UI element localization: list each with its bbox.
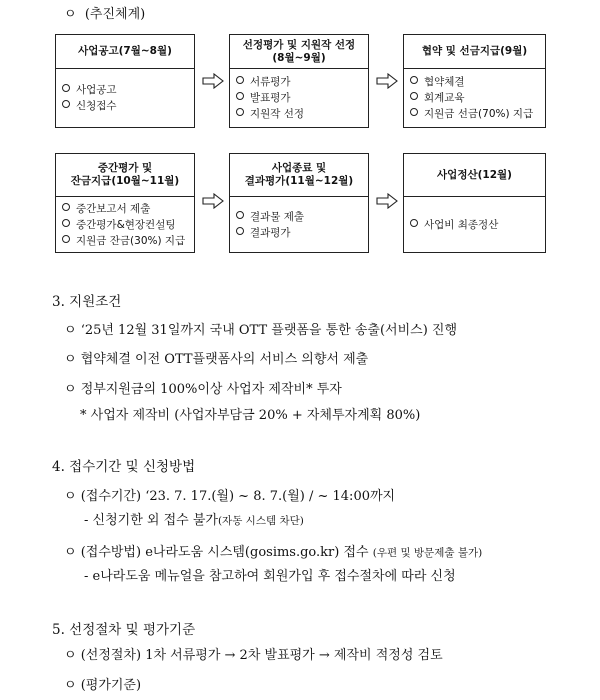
list-item: 발표평가 (236, 90, 368, 106)
section-5-heading: 5. 선정절차 및 평가기준 (52, 622, 196, 638)
list-item: 중간보고서 제출 (62, 201, 194, 217)
box-title: 사업공고(7월~8월) (78, 45, 172, 57)
section-4-item-2: ㅇ (접수방법) e나라도움 시스템(gosims.go.kr) 접수 (우편 및 방문제출 불가) (64, 545, 483, 560)
arrow-right-icon (202, 73, 224, 89)
flow-box-agreement (403, 34, 546, 128)
list-item: 결과물 제출 (236, 209, 368, 225)
list-item: 지원금 선금(70%) 지급 (410, 106, 545, 122)
arrow-right-icon (202, 193, 224, 209)
box-body (56, 68, 194, 127)
box-title: 선정평가 및 지원작 선정 (8월~9월) (242, 38, 356, 64)
list-item: 서류평가 (236, 74, 368, 90)
section-5-item-1: ㅇ (선정절차) 1차 서류평가 → 2차 발표평가 → 제작비 적정성 검토 (64, 648, 443, 663)
section-4-item-2-sub: - e나라도움 메뉴얼을 참고하여 회원가입 후 접수절차에 따라 신청 (84, 569, 456, 584)
list-item: 협약체결 (410, 74, 545, 90)
list-item: 사업비 최종정산 (410, 217, 545, 233)
list-item: 지원금 잔금(30%) 지급 (62, 233, 194, 249)
list-item: 신청접수 (62, 98, 194, 114)
process-header: ㅇ (추진체계) (64, 7, 146, 22)
section-3-item-1: ㅇ ‘25년 12월 31일까지 국내 OTT 플랫폼을 통한 송출(서비스) 진행 (64, 323, 458, 338)
section-4-item-1-sub: - 신청기한 외 접수 불가(자동 시스템 차단) (84, 513, 304, 528)
section-3-item-2: ㅇ 협약체결 이전 OTT플랫폼사의 서비스 의향서 제출 (64, 352, 369, 367)
box-body (56, 196, 194, 252)
box-title: 사업종료 및 결과평가(11월~12월) (244, 162, 354, 187)
flow-box-completion (229, 153, 369, 253)
box-title: 협약 및 선금지급(9월) (421, 45, 528, 57)
list-item: 지원작 선정 (236, 106, 368, 122)
box-body (404, 68, 545, 127)
section-4-item-1: ㅇ (접수기간) ‘23. 7. 17.(월) ~ 8. 7.(월) / ~ 14:00까지 (64, 489, 396, 504)
list-item: 중간평가&현장컨설팅 (62, 217, 194, 233)
arrow-right-icon (376, 73, 398, 89)
box-title: 사업정산(12월) (437, 168, 512, 181)
list-item: 결과평가 (236, 225, 368, 241)
list-item: 회계교육 (410, 90, 545, 106)
flow-box-interim (55, 153, 195, 253)
section-3-item-3: ㅇ 정부지원금의 100%이상 사업자 제작비* 투자 (64, 382, 342, 397)
box-body (404, 196, 545, 252)
box-title: 중간평가 및 잔금지급(10월~11월) (70, 162, 180, 187)
arrow-right-icon (376, 193, 398, 209)
flow-box-settlement (403, 153, 546, 253)
list-item: 사업공고 (62, 82, 194, 98)
section-3-note: * 사업자 제작비 (사업자부담금 20% + 자체투자계획 80%) (80, 408, 421, 423)
section-3-heading: 3. 지원조건 (52, 294, 122, 310)
box-body (230, 68, 368, 127)
section-4-heading: 4. 접수기간 및 신청방법 (52, 459, 196, 475)
section-5-item-2: ㅇ (평가기준) (64, 678, 142, 693)
box-body (230, 196, 368, 252)
flow-box-selection (229, 34, 369, 128)
flow-box-announcement (55, 34, 195, 128)
